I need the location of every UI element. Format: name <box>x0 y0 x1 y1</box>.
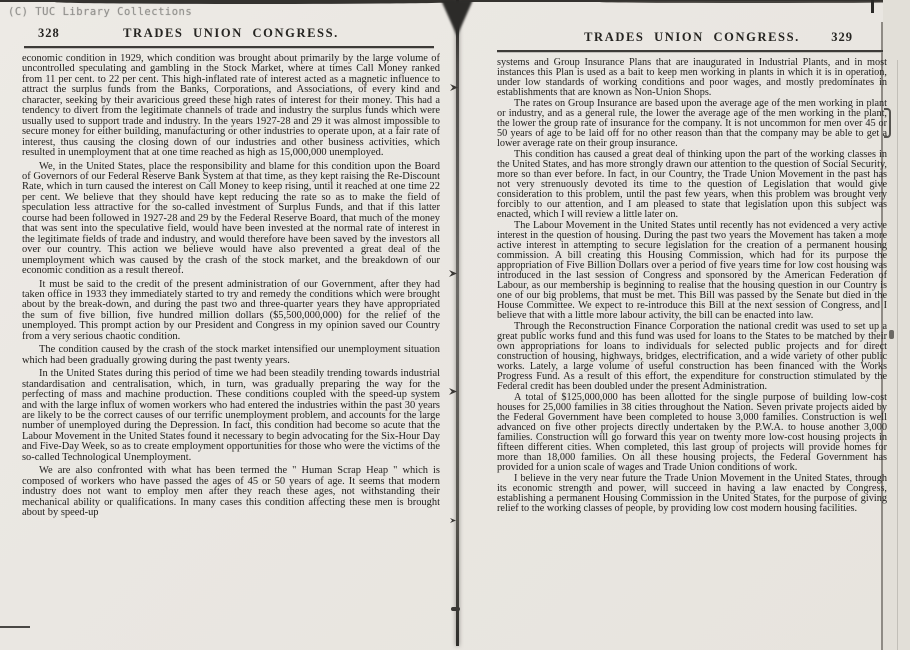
paragraph: The Labour Movement in the United States until recently has not evidenced a very active interest in the question of housing. During the past two years the Movement has taken a more active interest in attempting to secure legislation for the creation of a permanent housing commission. A bill creating this Housing Commission, which had for its purpose the appropriation of Five Billion Dollars over a period of five years time for low cost housing was introduced in the last session of Congress and sponsored by the American Federation of Labour, as our membership is beginning to realise that the housing question in our Country is one of our big problems, that must be met. This Bill was passed by the Senate but died in the House Committee. We expect to re-introduce this Bill at the next session of Congress, and I believe that with a little more labour activity, the bill can be enacted into law. <box>497 220 887 321</box>
paragraph: This condition has caused a great deal of thinking upon the part of the working classes in the United States, and has more strongly drawn our attention to the question of Social Security, more so than ever before. In fact, in our Country, the Trade Union Movement in the past has not very strenuously devoted its time to the question of Legislation that would give consideration to this problem, until the past few years, when this problem was brought very forcibly to our attention, and I am pleased to state that legislation upon this subject was enacted, which I will review a little later on. <box>497 149 887 220</box>
page-edge-line <box>897 60 898 650</box>
paragraph: We, in the United States, place the responsibility and blame for this condition upon the Board of Governors of our Federal Reserve Bank System at that time, as they kept raising the Re-Discount Rate, which in turn caused the interest on Call Money to keep rising, until it reached at one time 22 per cent. We believe that they should have kept reducing the rate so as to make the field of speculation less attractive for the so-called investment of Surplus Funds, and that if this latter course had been followed in 1927-28 and 29 by the Federal Reserve Board, that much of the money that was sent into the speculative field, would have been invested at the normal rate of interest in the legitimate fields of trade and industry, and would therefore have been saved by the investors all over our country. This action we believe would have also prevented a great deal of the unemployment which was caused by the crash of the stock market, and the breakdown of our economic condition as a result thereof. <box>22 160 440 277</box>
paragraph: systems and Group Insurance Plans that are inaugurated in Industrial Plants, and in most instances this Plan is used as a bait to keep men working in plants in which it is in operation, under low standards of working conditions and poor wages, and mostly predominates in establishments that are known as Non-Union Shops. <box>497 57 887 98</box>
paragraph: The condition caused by the crash of the stock market intensified our unemployment situation which had been gradually growing during the past twenty years. <box>22 344 440 366</box>
paragraph: The rates on Group Insurance are based upon the average age of the men working in plant or industry, and as a general rule, the lower the average age of the men working in the plant, the lower the group rate of insurance for the company. It is not uncommon for men over 45 or 50 years of age to be laid off for no other reason than that the company may be able to get a lower average rate on their group insurance. <box>497 98 887 149</box>
book-gutter-shadow <box>441 0 473 36</box>
scan-artifact <box>871 0 874 13</box>
paragraph: We are also confronted with what has been termed the " Human Scrap Heap " which is composed of workers who have passed the ages of 45 or 50 years of age. It seems that modern industry does not want to employ men after they reach these ages, not withstanding their mechanical ability or qualifications. In many cases this condition affecting these men is brought about by speed-up <box>22 465 440 519</box>
header-rule <box>497 50 883 52</box>
paragraph: I believe in the very near future the Trade Union Movement in the United States, through its economic strength and power, will succeed in having a law enacted by Congress, establishing a permanent Housing Commission in the United States, for the purpose of giving relief to the working classes of people, by providing low cost modern housing facilities. <box>497 473 887 514</box>
page-number: 329 <box>831 30 853 44</box>
paragraph: In the United States during this period of time we had been steadily trending towards industrial standardisation and centralisation, which, in turn, was gradually preparing the way for the perfecting of mass and machine production. These conditions coupled with the speed-up system and with the large influx of women workers who had entered the industries within the past 30 years are likely to be the correct causes of our terrific unemployment problem, and accounts for the large number of unemployed during the Depression. In fact, this condition had become so acute that the Labour Movement in the United States found it necessary to begin advocating for the Six-Hour Day and Five-Day Week, so as to create employment opportunities for those who were the victims of the so-called Technological Unemployment. <box>22 368 440 463</box>
running-head: TRADES UNION CONGRESS. <box>123 26 339 40</box>
library-watermark: (C) TUC Library Collections <box>8 6 193 18</box>
page-left <box>22 26 440 521</box>
scan-artifact <box>889 330 894 339</box>
gutter-artifact <box>451 607 460 611</box>
paragraph: It must be said to the credit of the present administration of our Government, after they had taken office in 1933 they immediately started to try and remedy the conditions which were brought about by the break-down, and during the past two and three-quarter years they have appropriated the sum of five billion, five hundred million dollars ($5,500,000,000) for the relief of the unemployed. This prompt action by our President and Congress in my opinion saved our Country from a very serious chaotic condition. <box>22 278 440 342</box>
page-number: 328 <box>38 26 60 40</box>
page-body <box>497 58 887 514</box>
paragraph: economic condition in 1929, which condition was brought about primarily by the large volume of uncontrolled speculating and gambling in the Stock Market, where at times Call Money ranked from 11 per cent. to 22 per cent. This high-inflated rate of interest acted as a magnetic influence to attract the surplus funds from the Banks, Corporations, and Associations, of every kind and character, seeking by their avaricious greed these high rates of interest for their money. This had a tendency to divert from the legitimate channels of trade and industry the surplus funds which were usually used to support trade and industry. In the years 1927-28 and 29 it was almost impossible to secure money for either building, manufacturing or other industries to operate upon, at a fair rate of interest, thus causing the closing down of our industries and other business activities, which resulted in unemployment that at one time reached as high as 15,000,000 unemployed. <box>22 53 440 159</box>
scan-top-edge-wave <box>55 0 455 4</box>
page-header <box>497 30 887 45</box>
paragraph: Through the Reconstruction Finance Corporation the national credit was used to set up a great public works fund and this fund was used for loans to the States to be matched by their own appropriations for loans to individuals for selected public projects and for direct construction of housing, highways, bridges, electrification, and a wide variety of other public works. Lately, a large volume of useful construction has been financed with the Works Progress Fund. As a result of this effort, the expenditure for construction stimulated by the Federal credit has been doubled under the present Administration. <box>497 321 887 392</box>
paragraph: A total of $125,000,000 has been allotted for the single purpose of building low-cost houses for 25,000 families in 38 cities throughout the Nation. Seven private projects aided by the Federal Government have been completed to house 3,000 families. Construction is well advanced on five other projects directly undertaken by the P.W.A. to house another 3,000 families. Construction will go forward this year on twenty more low-cost housing projects in fifteen different cities. When completed, this last group of projects will provide homes for more than 18,000 families. On all these housing projects, the Federal Government has provided for a union scale of wages and Trade Union conditions of work. <box>497 392 887 473</box>
scan-artifact <box>0 626 30 628</box>
scan-top-edge-wave <box>600 1 910 3</box>
page-body <box>22 54 440 518</box>
page-header <box>22 26 440 41</box>
running-head: TRADES UNION CONGRESS. <box>584 30 800 44</box>
page-right <box>497 30 887 515</box>
header-rule <box>24 46 434 48</box>
book-gutter-line <box>456 0 459 646</box>
